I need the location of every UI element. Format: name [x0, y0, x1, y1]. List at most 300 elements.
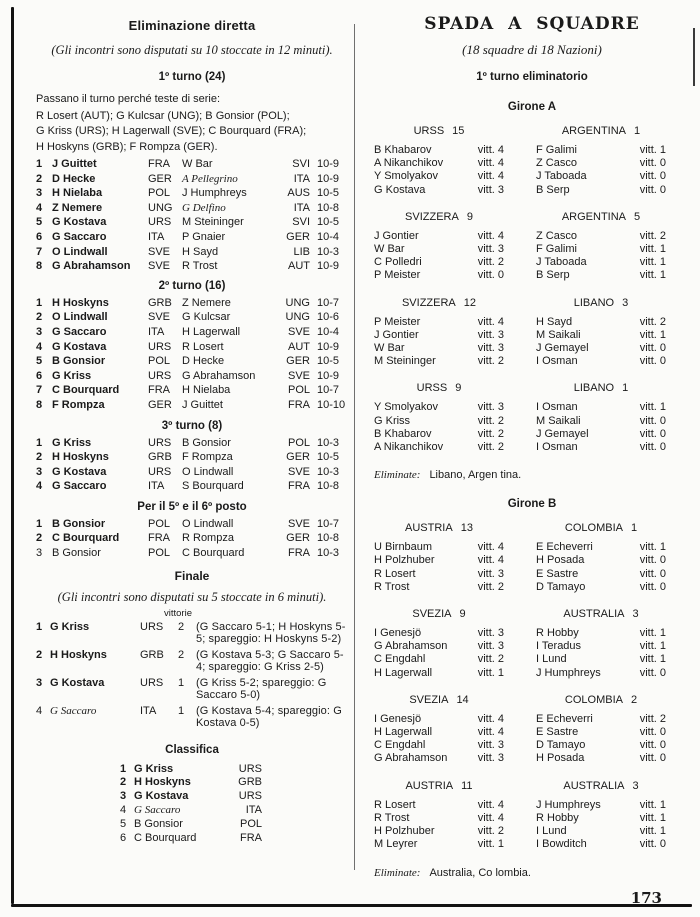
fencer-country: ITA	[245, 804, 262, 817]
player-row	[536, 144, 666, 157]
player-row	[374, 653, 504, 666]
player-name: R Losert	[374, 798, 416, 811]
team-score: 11	[461, 779, 473, 792]
player-row	[374, 144, 504, 157]
player-name: J Gemayel	[536, 342, 589, 355]
eliminate-line-a	[374, 468, 690, 482]
team-header	[374, 211, 504, 224]
player-name: B Serp	[536, 269, 570, 282]
fencer-country: URS	[140, 676, 164, 689]
match-score: 10-9	[317, 340, 340, 353]
fencer-country: GRB	[238, 776, 262, 789]
player-victories: vitt. 4	[477, 144, 504, 156]
fencer-country: URS	[238, 790, 262, 803]
winner-name: O Lindwall	[52, 311, 108, 324]
player-row	[536, 441, 666, 454]
player-name: M Steininger	[374, 355, 436, 368]
match-number: 4	[36, 340, 43, 353]
player-row	[536, 752, 666, 765]
player-row	[536, 329, 666, 342]
match-details: (G Kostava 5-4; spareggio: G Kostava 0-5)	[196, 704, 342, 730]
match-number: 3	[36, 325, 43, 338]
player-row	[536, 568, 666, 581]
player-name: J Humphreys	[536, 666, 601, 679]
loser-name: S Bourquard	[182, 480, 244, 493]
match-number: 6	[36, 369, 43, 382]
loser-country: ITA	[293, 172, 310, 185]
eliminated-teams-a: Libano, Argen tina.	[429, 469, 522, 482]
player-victories: vitt. 4	[477, 315, 504, 328]
loser-name: H Sayd	[182, 245, 219, 258]
winner-country: FRA	[148, 384, 170, 397]
player-name: D Tamayo	[536, 580, 586, 593]
seed-line: R Losert (AUT); G Kulcsar (UNG); B Gonsior (POL);	[36, 109, 290, 122]
loser-name: F Rompza	[182, 451, 233, 464]
player-name: J Humphreys	[536, 798, 601, 811]
player-victories: vitt. 3	[477, 640, 504, 653]
player-victories: vitt. 0	[639, 554, 666, 567]
player-name: R Trost	[374, 811, 410, 824]
team-home	[374, 780, 504, 852]
player-victories: vitt. 3	[477, 342, 504, 355]
team-name: ARGENTINA	[561, 125, 627, 137]
player-victories: vitt. 4	[477, 554, 504, 567]
match-score: 10-7	[317, 517, 340, 530]
rank-number: 1	[120, 762, 127, 775]
winner-country: UNG	[148, 201, 173, 214]
player-row	[374, 568, 504, 581]
player-name: H Lagerwall	[374, 666, 433, 679]
eliminate-line-b	[374, 866, 690, 880]
fencer-country: ITA	[140, 704, 157, 717]
winner-name: B Gonsior	[52, 355, 106, 368]
loser-country: POL	[287, 384, 310, 397]
player-name: G Kostava	[374, 183, 426, 196]
loser-name: J Humphreys	[182, 187, 247, 200]
match-row	[36, 157, 348, 172]
player-name: H Posada	[536, 752, 585, 765]
classifica-row	[120, 763, 348, 777]
player-victories: vitt. 3	[477, 752, 504, 765]
player-name: G Abrahamson	[374, 640, 448, 653]
player-victories: vitt. 3	[477, 243, 504, 256]
winner-name: G Kostava	[52, 465, 107, 478]
match-row	[36, 325, 348, 340]
player-victories: vitt. 0	[639, 567, 666, 580]
player-name: E Sastre	[536, 567, 579, 580]
team-score: 1	[630, 522, 638, 535]
match-number: 2	[36, 451, 43, 464]
round3-table	[36, 436, 348, 494]
team-header	[374, 780, 504, 793]
team-name: COLOMBIA	[564, 693, 623, 706]
player-name: H Lagerwall	[374, 726, 433, 739]
loser-name: M Steininger	[182, 216, 244, 229]
player-row	[374, 640, 504, 653]
winner-country: POL	[148, 517, 171, 530]
match-score: 10-9	[317, 172, 340, 185]
player-victories: vitt. 0	[639, 183, 666, 196]
player-victories: vitt. 0	[639, 752, 666, 765]
match-number: 2	[36, 532, 43, 545]
team-away	[536, 608, 666, 680]
match-row	[36, 230, 348, 245]
team-header	[374, 297, 504, 310]
round1-heading: 1º turno (24)	[158, 71, 226, 83]
team-name: SVIZZERA	[401, 296, 456, 309]
loser-country: GER	[286, 532, 310, 545]
winner-name: G Kriss	[52, 436, 92, 449]
loser-country: FRA	[288, 547, 310, 560]
player-victories: vitt. 3	[477, 401, 504, 414]
player-name: M Saikali	[536, 328, 581, 341]
team-name: AUSTRIA	[405, 779, 454, 792]
victories-count: 2	[178, 648, 185, 661]
player-victories: vitt. 1	[477, 838, 504, 851]
winner-name: G Kriss	[52, 369, 92, 382]
match-row	[36, 517, 348, 532]
match-number: 1	[36, 517, 43, 530]
player-victories: vitt. 3	[477, 328, 504, 341]
player-row	[536, 243, 666, 256]
player-victories: vitt. 3	[477, 183, 504, 196]
player-name: I Genesjö	[374, 712, 422, 725]
player-victories: vitt. 1	[639, 144, 666, 156]
match-row	[36, 479, 348, 494]
player-victories: vitt. 2	[639, 229, 666, 242]
team-score: 1	[634, 125, 641, 137]
player-victories: vitt. 4	[477, 157, 504, 170]
player-row	[536, 316, 666, 329]
player-row	[374, 825, 504, 838]
loser-country: SVE	[287, 369, 310, 382]
player-name: M Leyrer	[374, 838, 418, 851]
eliminated-teams-b: Australia, Co lombia.	[429, 866, 531, 879]
team-header	[374, 608, 504, 621]
winner-country: SVE	[148, 245, 171, 258]
winner-country: URS	[148, 369, 172, 382]
player-name: C Polledri	[374, 256, 422, 269]
winner-country: FRA	[148, 158, 170, 170]
rank-number: 3	[120, 790, 127, 803]
winner-name: H Hoskyns	[52, 296, 109, 309]
player-name: I Lund	[536, 825, 567, 838]
match-score: 10-10	[317, 398, 346, 411]
player-name: I Bowditch	[536, 838, 587, 851]
player-row	[374, 256, 504, 269]
girone-a-matches	[374, 125, 690, 454]
player-row	[536, 401, 666, 414]
loser-country: UNG	[285, 296, 310, 309]
loser-name: J Guittet	[182, 398, 223, 411]
player-victories: vitt. 1	[639, 243, 666, 256]
winner-country: GRB	[148, 451, 172, 464]
round3-heading: 3º turno (8)	[161, 419, 223, 432]
match-score: 10-3	[317, 245, 340, 258]
team-away	[536, 211, 666, 283]
player-row	[374, 627, 504, 640]
fifth-place-heading: Per il 5º e il 6º posto	[137, 500, 247, 513]
finale-row	[36, 621, 348, 646]
player-row	[536, 342, 666, 355]
team-score: 3	[622, 296, 629, 309]
player-victories: vitt. 3	[477, 739, 504, 752]
fencer-name: G Kriss	[50, 620, 90, 633]
team-score: 9	[455, 382, 462, 395]
girone-a-heading: Girone A	[507, 101, 557, 113]
player-name: Y Smolyakov	[374, 170, 438, 183]
player-victories: vitt. 0	[639, 414, 666, 427]
match-number: 2	[36, 172, 43, 185]
finale-heading: Finale	[174, 568, 210, 583]
match-number: 8	[36, 260, 43, 273]
team-header	[536, 608, 666, 621]
player-name: H Polzhuber	[374, 554, 435, 567]
player-name: F Galimi	[536, 243, 577, 256]
player-victories: vitt. 4	[477, 798, 504, 811]
match-number: 1	[36, 436, 43, 449]
match-number: 5	[36, 355, 43, 368]
winner-country: FRA	[148, 532, 170, 545]
team-header	[536, 297, 666, 310]
player-name: J Taboada	[536, 170, 587, 183]
player-victories: vitt. 0	[639, 739, 666, 752]
fencer-name: C Bourquard	[134, 831, 197, 844]
player-victories: vitt. 2	[477, 580, 504, 593]
player-row	[536, 799, 666, 812]
player-name: R Trost	[374, 580, 410, 593]
player-victories: vitt. 2	[477, 825, 504, 838]
player-row	[536, 739, 666, 752]
team-match	[374, 382, 690, 454]
match-score: 10-6	[317, 311, 340, 324]
player-name: J Gontier	[374, 229, 419, 242]
finale-row	[36, 649, 348, 674]
winner-country: ITA	[148, 325, 165, 338]
player-row	[374, 554, 504, 567]
player-name: I Osman	[536, 355, 578, 368]
player-row	[536, 541, 666, 554]
player-row	[536, 838, 666, 851]
player-victories: vitt. 2	[477, 653, 504, 666]
match-row	[36, 465, 348, 480]
player-row	[374, 170, 504, 183]
team-away	[536, 522, 666, 594]
player-name: D Tamayo	[536, 739, 586, 752]
seeds-intro: Passano il turno perché teste di serie:	[36, 93, 221, 105]
match-number: 6	[36, 230, 43, 243]
player-name: B Khabarov	[374, 144, 432, 156]
team-match	[374, 211, 690, 283]
winner-name: C Bourquard	[52, 532, 120, 545]
loser-name: R Rompza	[182, 532, 234, 545]
seed-line: H Hoskyns (GRB); F Rompza (GER).	[36, 140, 218, 153]
seed-line: G Kriss (URS); H Lagerwall (SVE); C Bourquard (FRA);	[36, 125, 307, 137]
fencer-name: G Kriss	[134, 762, 174, 775]
winner-country: GER	[148, 398, 172, 411]
fencer-name: G Saccaro	[134, 804, 181, 817]
player-row	[374, 812, 504, 825]
match-details: (G Kostava 5-3; G Saccaro 5-4; spareggio: G Kriss 2-5)	[196, 648, 344, 674]
victories-count: 1	[178, 704, 185, 717]
classifica-list	[36, 763, 348, 846]
player-victories: vitt. 1	[639, 256, 666, 269]
player-row	[536, 269, 666, 282]
team-name: URSS	[413, 125, 445, 137]
player-victories: vitt. 1	[639, 328, 666, 341]
team-away	[536, 694, 666, 766]
match-row	[36, 186, 348, 201]
match-score: 10-4	[317, 230, 340, 243]
player-row	[374, 428, 504, 441]
classifica-row	[120, 790, 348, 804]
loser-country: GER	[286, 230, 310, 243]
match-score: 10-5	[317, 187, 340, 200]
match-row	[36, 201, 348, 216]
classifica-row	[120, 776, 348, 790]
winner-name: B Gonsior	[52, 517, 106, 530]
winner-name: G Saccaro	[52, 480, 107, 493]
player-victories: vitt. 2	[477, 256, 504, 269]
team-header	[374, 522, 504, 535]
match-row	[36, 531, 348, 546]
team-header	[536, 694, 666, 707]
girone-b-heading: Girone B	[507, 498, 557, 511]
team-name: AUSTRIA	[405, 522, 453, 535]
winner-name: G Kostava	[52, 216, 107, 229]
match-number: 7	[36, 245, 43, 258]
player-row	[374, 157, 504, 170]
player-name: P Meister	[374, 269, 421, 282]
player-row	[374, 355, 504, 368]
team-name: AUSTRALIA	[563, 608, 625, 621]
rank-number: 3	[36, 676, 43, 689]
player-name: I Lund	[536, 653, 567, 666]
player-victories: vitt. 4	[477, 229, 504, 242]
player-row	[536, 170, 666, 183]
winner-country: URS	[148, 465, 172, 478]
team-match	[374, 297, 690, 369]
player-row	[536, 184, 666, 197]
finale-results	[36, 621, 348, 730]
left-column	[36, 8, 348, 845]
match-row	[36, 296, 348, 311]
girone-b-matches	[374, 522, 690, 851]
winner-country: POL	[148, 547, 171, 560]
player-row	[374, 739, 504, 752]
player-row	[536, 726, 666, 739]
player-name: G Kriss	[374, 414, 411, 427]
player-row	[536, 713, 666, 726]
finale-row	[36, 677, 348, 702]
player-name: B Serp	[536, 183, 570, 196]
match-number: 4	[36, 480, 43, 493]
player-victories: vitt. 3	[477, 627, 504, 640]
player-name: R Hobby	[536, 811, 579, 824]
player-victories: vitt. 4	[477, 811, 504, 824]
seeds-paragraph	[36, 92, 348, 155]
player-name: I Genesjö	[374, 627, 422, 640]
match-row	[36, 354, 348, 369]
player-row	[374, 269, 504, 282]
player-victories: vitt. 0	[639, 355, 666, 368]
match-number: 7	[36, 384, 43, 397]
team-score: 13	[460, 522, 473, 535]
player-victories: vitt. 1	[639, 640, 666, 653]
winner-country: SVE	[148, 260, 171, 273]
loser-name: H Nielaba	[182, 384, 231, 397]
winner-name: C Bourquard	[52, 384, 120, 397]
match-number: 3	[36, 465, 43, 478]
match-score: 10-3	[317, 547, 340, 560]
loser-name: W Bar	[182, 158, 213, 170]
team-header	[536, 211, 666, 224]
match-number: 1	[36, 158, 43, 170]
player-victories: vitt. 1	[639, 798, 666, 811]
player-row	[374, 752, 504, 765]
match-row	[36, 172, 348, 187]
team-score: 14	[456, 693, 469, 706]
player-row	[374, 230, 504, 243]
player-name: Z Casco	[536, 157, 577, 170]
player-victories: vitt. 0	[477, 269, 504, 282]
winner-country: POL	[148, 187, 171, 200]
player-row	[536, 428, 666, 441]
page-border-left	[11, 7, 14, 904]
player-name: A Nikanchikov	[374, 157, 444, 170]
loser-country: SVE	[287, 517, 310, 530]
player-victories: vitt. 2	[639, 712, 666, 725]
player-name: H Sayd	[536, 315, 573, 328]
loser-name: D Hecke	[182, 355, 225, 368]
loser-name: C Bourquard	[182, 547, 245, 560]
player-victories: vitt. 4	[477, 712, 504, 725]
right-column	[374, 8, 690, 907]
fencer-name: H Hoskyns	[50, 648, 107, 661]
match-score: 10-5	[317, 216, 340, 229]
team-match	[374, 522, 690, 594]
winner-name: F Rompza	[52, 398, 105, 411]
player-row	[536, 230, 666, 243]
team-home	[374, 522, 504, 594]
player-row	[536, 627, 666, 640]
round1-table	[36, 157, 348, 274]
player-name: G Abrahamson	[374, 752, 448, 765]
player-victories: vitt. 2	[477, 414, 504, 427]
team-score: 12	[463, 296, 477, 309]
player-name: F Galimi	[536, 144, 577, 156]
fencer-name: G Kostava	[134, 790, 189, 803]
player-row	[536, 415, 666, 428]
player-victories: vitt. 3	[477, 567, 504, 580]
match-details: (G Saccaro 5-1; H Hoskyns 5-5; spareggio: H Hoskyns 5-2)	[196, 620, 346, 646]
player-name: A Nikanchikov	[374, 441, 444, 454]
victories-count: 1	[178, 676, 185, 689]
teams-subtitle: (18 squadre di 18 Nazioni)	[462, 42, 602, 57]
match-score: 10-9	[317, 369, 340, 382]
winner-name: H Hoskyns	[52, 451, 109, 464]
winner-name: J Guittet	[52, 158, 97, 170]
fifth-place-table	[36, 517, 348, 561]
team-match	[374, 780, 690, 852]
match-row	[36, 398, 348, 413]
player-name: R Losert	[374, 567, 416, 580]
player-row	[374, 838, 504, 851]
match-score: 10-8	[317, 532, 340, 545]
player-name: M Saikali	[536, 414, 581, 427]
loser-country: SVE	[287, 465, 310, 478]
page-edge-mark	[693, 28, 695, 86]
